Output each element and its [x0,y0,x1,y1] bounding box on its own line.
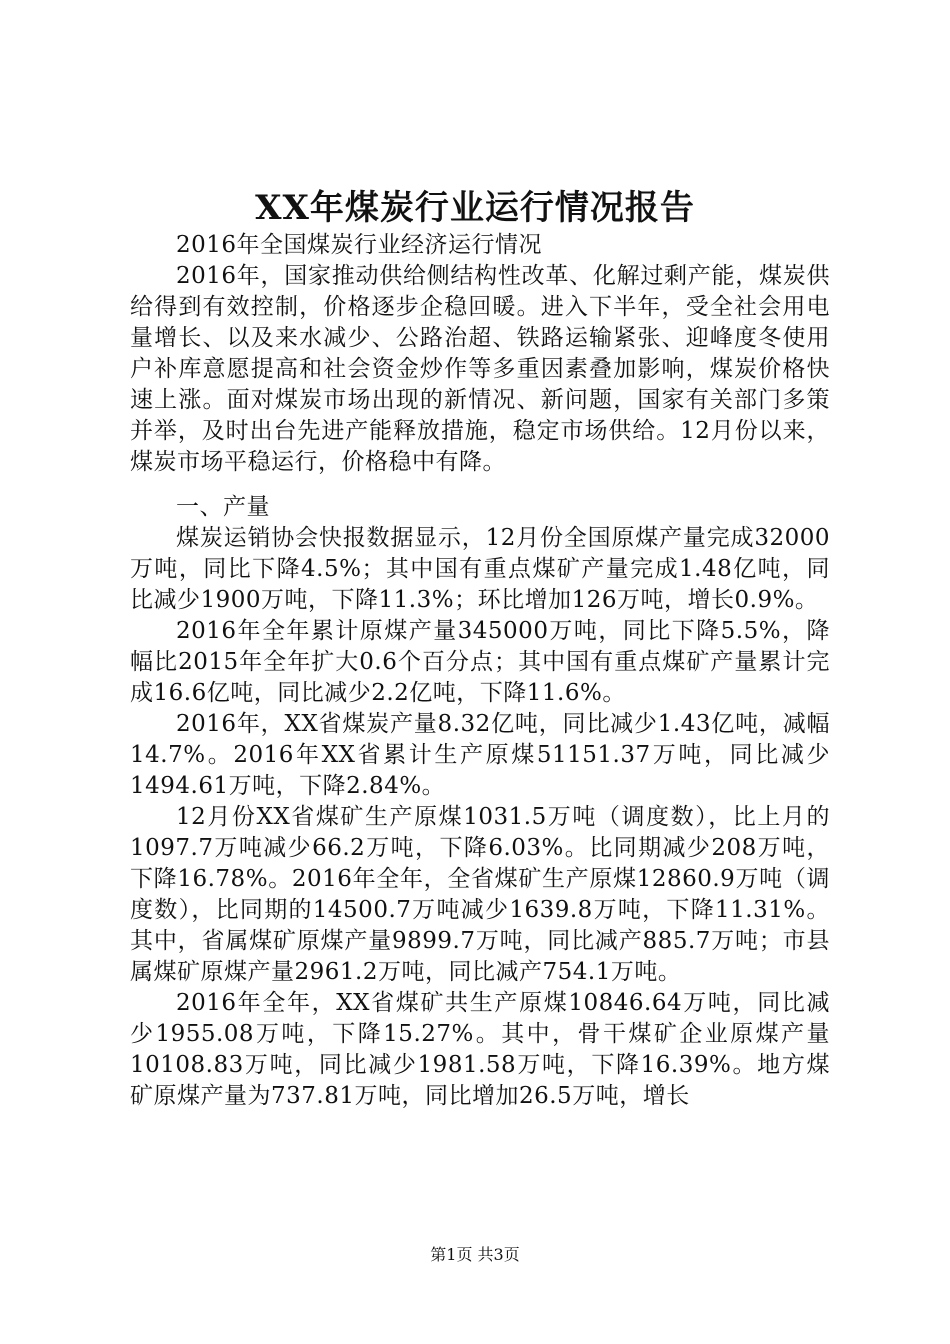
document-title: XX年煤炭行业运行情况报告 [255,188,695,228]
page-footer: 第1页 共3页 [430,1245,520,1264]
section-heading: 一、产量 [176,494,270,520]
document-body [130,230,830,1112]
body-paragraph: 2016年全年，XX省煤矿共生产原煤10846.64万吨，同比减少1955.08万吨，下降15.27%。其中，骨干煤矿企业原煤产量10108.83万吨，同比减少1981.58万吨，下降16.39%。地方煤矿原煤产量为737.81万吨，同比增加26.5万吨，增长 [130,990,830,1109]
body-paragraph: 2016年，XX省煤炭产量8.32亿吨，同比减少1.43亿吨，减幅14.7%。2016年XX省累计生产原煤51151.37万吨，同比减少1494.61万吨，下降2.84%。 [130,711,830,799]
section-subtitle: 2016年全国煤炭行业经济运行情况 [176,232,543,258]
body-paragraph: 煤炭运销协会快报数据显示，12月份全国原煤产量完成32000万吨，同比下降4.5%；其中国有重点煤矿产量完成1.48亿吨，同比减少1900万吨，下降11.3%；环比增加126万吨，增长0.9%。 [130,525,830,613]
body-paragraph: 12月份XX省煤矿生产原煤1031.5万吨（调度数），比上月的1097.7万吨减少66.2万吨，下降6.03%。比同期减少208万吨，下降16.78%。2016年全年，全省煤矿生产原煤12860.9万吨（调度数），比同期的14500.7万吨减少1639.8万吨，下降11.31%。其中，省属煤矿原煤产量9899.7万吨，同比减产885.7万吨；市县属煤矿原煤产量2961.2万吨，同比减产754.1万吨。 [130,804,830,985]
body-paragraph: 2016年全年累计原煤产量345000万吨，同比下降5.5%，降幅比2015年全年扩大0.6个百分点；其中国有重点煤矿产量累计完成16.6亿吨，同比减少2.2亿吨，下降11.6%。 [130,618,830,706]
body-paragraph: 2016年，国家推动供给侧结构性改革、化解过剩产能，煤炭供给得到有效控制，价格逐步企稳回暖。进入下半年，受全社会用电量增长、以及来水减少、公路治超、铁路运输紧张、迎峰度冬使用户补库意愿提高和社会资金炒作等多重因素叠加影响，煤炭价格快速上涨。面对煤炭市场出现的新情况、新问题，国家有关部门多策并举，及时出台先进产能释放措施，稳定市场供给。12月份以来，煤炭市场平稳运行，价格稳中有降。 [130,263,830,475]
